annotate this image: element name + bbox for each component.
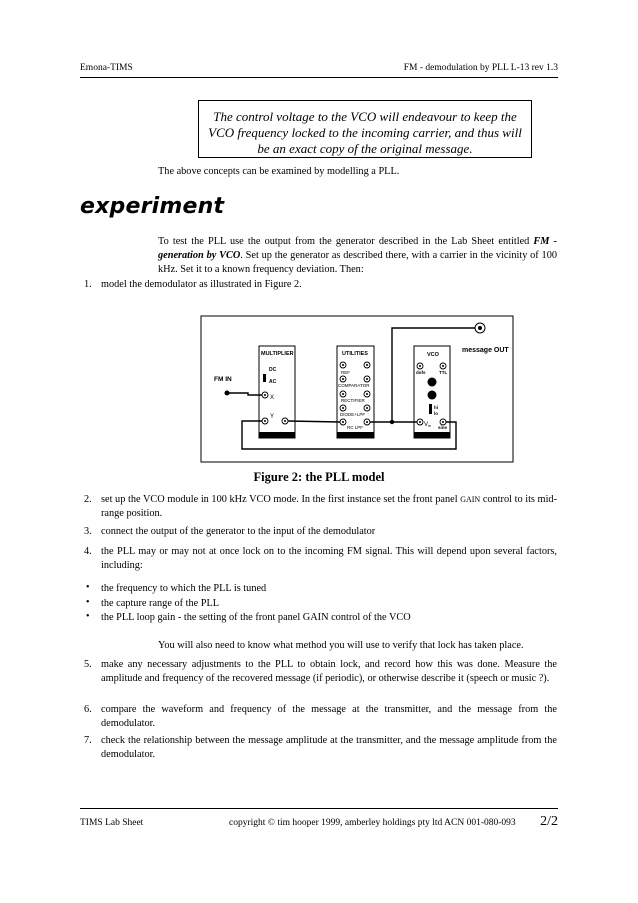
bullet-icon: • [86,597,90,608]
footer-rule [80,808,558,809]
gain-knob-icon [428,391,437,400]
step-text: compare the waveform and frequency of the message at the transmitter, and the message from the demodulator. [101,704,557,730]
range-switch-icon [429,404,432,414]
step-text: set up the VCO module in 100 kHz VCO mode. In the first instance set the front panel GAIN control to its mid-range position. [101,494,558,520]
footer-left: TIMS Lab Sheet [80,818,144,828]
list-item: the frequency to which the PLL is tuned [101,583,267,594]
step-text: connect the output of the generator to the input of the demodulator [101,526,376,537]
step-text: check the relationship between the message amplitude at the transmitter, and the message amplitude from the demodulator. [101,735,557,761]
experiment-intro: To test the PLL use the output from the generator described in the Lab Sheet entitled FM - generation by VCO. Set up the generator as described there, with a carrier in the vicinity of 100 kHz. Set it to a known frequency deviation. Then: [158,236,557,276]
lab-sheet-title: FM - generation by VCO [158,236,557,262]
header-right: FM - demodulation by PLL L-13 rev 1.3 [403,63,558,73]
x-label: X [270,395,275,401]
rectifier-label: RECTIFIER [341,398,365,403]
step-text: make any necessary adjustments to the PLL to obtain lock, and record how this was done. Measure the amplitude and frequency of the recovered message (if periodic), or otherwise describe it (speech or music ?). [101,659,557,685]
header-left: Emona-TIMS [80,63,133,73]
lo-label: lo [434,411,438,416]
callout-line: VCO frequency locked to the incoming carrier, and thus will [208,125,522,140]
multiplier-module [259,346,295,438]
bullet-icon: • [86,582,90,593]
dofs-label: dofs [416,370,426,375]
verify-note: You will also need to know what method you will use to verify that lock has taken place. [158,640,524,651]
vin-label: Vin [424,422,432,428]
intro-text: The above concepts can be examined by modelling a PLL. [158,166,400,177]
pll-model-diagram [200,315,516,465]
rc-lpf-label: RC LPF [347,425,364,430]
dc-label: DC [269,367,277,373]
sine-label: sine [438,425,448,430]
step-number: 7. [84,735,92,746]
step-number: 2. [84,494,92,505]
comparator-label: COMPARATOR [338,383,370,388]
callout-line: The control voltage to the VCO will endeavour to keep the [213,109,517,124]
multiplier-title: MULTIPLIER [261,351,294,357]
ref-label: REF [341,370,350,375]
ttl-label: TTL [439,370,448,375]
dc-ac-switch-icon [263,374,266,382]
bullet-icon: • [86,611,90,622]
vco-knob-icon [428,378,437,387]
callout-line: be an exact copy of the original message. [257,141,473,156]
message-out-label: message OUT [462,347,509,354]
step-number: 4. [84,546,92,557]
step-number: 3. [84,526,92,537]
step-text: the PLL may or may not at once lock on to the incoming FM signal. This will depend upon several factors, including: [101,546,557,572]
figure-caption: Figure 2: the PLL model [253,470,385,484]
diode-lpf-label: DIODE+LPF [340,412,366,417]
list-item: the capture range of the PLL [101,598,220,609]
utilities-module [337,346,374,438]
callout-box [198,100,532,158]
ac-label: AC [269,379,277,385]
step-number: 5. [84,659,92,670]
vco-title: VCO [427,352,439,358]
step-text: model the demodulator as illustrated in Figure 2. [101,279,302,290]
utilities-title: UTILITIES [342,351,368,357]
page-number: 2/2 [540,814,558,829]
step-number: 6. [84,704,92,715]
vco-module [414,346,450,438]
y-label: Y [270,414,275,420]
list-item: the PLL loop gain - the setting of the front panel GAIN control of the VCO [101,612,411,623]
multiplier-to-lpf-wire [288,421,340,422]
fm-in-label: FM IN [214,376,232,383]
header-rule [80,77,558,78]
section-heading: experiment [80,194,225,219]
step-number: 1. [84,279,92,290]
hi-label: hi [434,405,438,410]
footer-copyright: copyright © tim hooper 1999, amberley holdings pty ltd ACN 001-080-093 [229,818,516,828]
